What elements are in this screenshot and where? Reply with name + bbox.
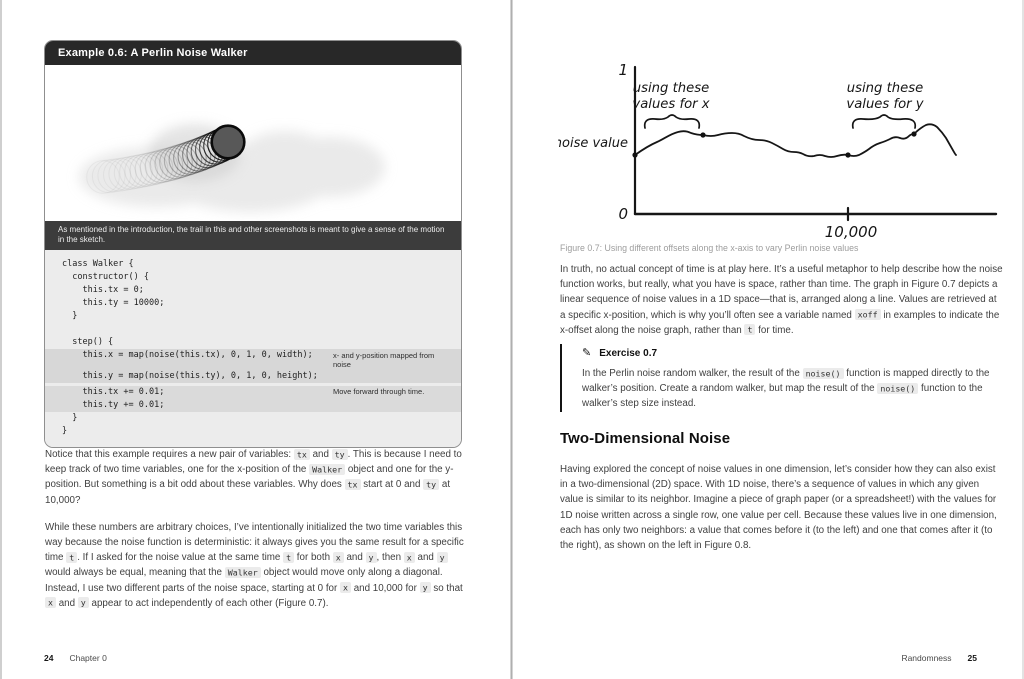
code-text [45, 323, 333, 336]
walker-trail-illustration [45, 65, 461, 221]
inline-code: x [333, 552, 344, 563]
code-text: constructor() { [62, 272, 149, 282]
left-page-footer [44, 653, 107, 663]
walker-head-circle [212, 126, 245, 159]
code-annotation [333, 258, 461, 271]
code-text: this.x = map(noise(this.tx), 0, 1, 0, width); [62, 350, 313, 360]
exercise-title: Exercise 0.7 [599, 348, 658, 359]
code-line [45, 370, 461, 383]
brace-x-label-line1: using these [632, 81, 710, 96]
inline-code: tx [345, 479, 361, 490]
inline-code: x [340, 582, 351, 593]
code-annotation [333, 399, 461, 412]
brace-y-range [853, 115, 916, 128]
code-block [45, 250, 461, 447]
inline-code: ty [332, 449, 348, 460]
inline-code: y [437, 552, 448, 563]
section-heading: Two-Dimensional Noise [560, 430, 731, 447]
code-text: } [62, 425, 68, 436]
exercise-block [560, 344, 1002, 412]
inline-code: x [404, 552, 415, 563]
y-origin-label: 0 [618, 205, 628, 223]
chapter-label: Chapter 0 [69, 653, 107, 663]
paragraph: In truth, no actual concept of time is at play here. It’s a useful metaphor to help describe how the noise function works, but really, what you have is space, rather than time. The graph in Figure 0.7 depicts a linear sequence of noise values in a 1D space—that is, arranged along a line. Values are retrieved at a specific x-position, which is why you’ll often see a variable named xoff in examples to indicate the x-offset along the noise graph, rather than t for time. [560, 264, 1003, 336]
code-line [45, 412, 461, 425]
code-annotation: Move forward through time. [333, 387, 425, 396]
inline-code: Walker [225, 567, 261, 578]
code-annotation [333, 370, 461, 383]
figure-0-7 [558, 54, 1006, 246]
paragraph: Notice that this example requires a new pair of variables: tx and ty . This is because I need to keep track of two time variables, one for the x-position of the Walker object and one for the y-position. But something is a bit odd about these variables. Why does tx start at 0 and ty at 10,000? [45, 449, 462, 506]
code-text: this.tx = 0; [62, 285, 144, 295]
brace-x-range [645, 115, 700, 128]
brace-x-label-line2: values for x [632, 97, 710, 112]
inline-code: noise() [877, 383, 918, 394]
code-annotation [333, 310, 461, 323]
code-annotation [333, 336, 461, 349]
code-text: class Walker { [62, 259, 134, 269]
inline-code: t [744, 324, 755, 335]
code-annotation [333, 271, 461, 284]
page-number: 24 [44, 653, 54, 663]
code-line [45, 349, 461, 370]
code-text: this.ty += 0.01; [62, 399, 165, 410]
code-text: this.tx += 0.01; [62, 386, 165, 397]
exercise-header [582, 346, 1002, 359]
left-page-body [45, 447, 465, 623]
code-line [45, 258, 461, 271]
page-number: 25 [967, 653, 977, 663]
code-line [45, 323, 461, 336]
code-annotation [333, 323, 461, 336]
chapter-label: Randomness [901, 653, 952, 663]
y-max-label: 1 [618, 61, 628, 79]
code-line [45, 271, 461, 284]
right-page [512, 0, 1024, 679]
example-title: Example 0.6: A Perlin Noise Walker [45, 41, 461, 65]
code-line [45, 425, 461, 438]
noise-graph-figure [558, 54, 1006, 246]
code-annotation [333, 297, 461, 310]
example-caption: As mentioned in the introduction, the trail in this and other screenshots is meant to give a sense of the motion in the sketch. [45, 221, 461, 250]
brace-y-label-line2: values for y [846, 97, 924, 112]
inline-code: tx [294, 449, 310, 460]
inline-code: y [366, 552, 377, 563]
code-line [45, 284, 461, 297]
inline-code: x [45, 597, 56, 608]
code-text: } [62, 412, 78, 423]
x-tick-label: 10,000 [824, 223, 878, 241]
noise-curve [635, 124, 956, 157]
code-annotation: x- and y-position mapped from noise [333, 350, 435, 369]
right-page-footer [560, 653, 977, 663]
code-annotation [333, 425, 461, 438]
code-line [45, 336, 461, 349]
inline-code: Walker [309, 464, 345, 475]
code-annotation [333, 412, 461, 425]
inline-code: y [78, 597, 89, 608]
code-line [45, 297, 461, 310]
inline-code: t [66, 552, 77, 563]
brace-y-label-line1: using these [846, 81, 924, 96]
example-box [44, 40, 462, 448]
inline-code: t [283, 552, 294, 563]
inline-code: xoff [855, 309, 881, 320]
inline-code: noise() [803, 368, 844, 379]
paragraph: While these numbers are arbitrary choices, I’ve intentionally initialized the two time variables this way because the noise function is deterministic: it always gives you the same result for a specific time t . If I asked for the noise value at the same time t for both x and y , then x and y would always be equal, meaning that the Walker object would move only along a diagonal. Instead, I use two different parts of the noise space, starting at 0 for x and 10,000 for y so that x and y appear to act independently of each other (Figure 0.7). [45, 521, 464, 609]
inline-code: y [420, 582, 431, 593]
code-annotation [333, 284, 461, 297]
code-text: this.ty = 10000; [62, 298, 165, 308]
code-line [45, 399, 461, 412]
code-text: this.y = map(noise(this.ty), 0, 1, 0, height); [62, 370, 318, 381]
code-text: step() { [62, 337, 114, 347]
exercise-body: In the Perlin noise random walker, the result of the noise() function is mapped directly to the walker’s position. Create a random walker, but map the result of the noise() function to the walker’s step size instead. [582, 368, 990, 410]
code-line [45, 383, 461, 399]
paragraph: Having explored the concept of noise values in one dimension, let’s consider how they can also exist in a two-dimensional (2D) space. With 1D noise, there’s a sequence of values in which any given value is similar to its neighbor. Imagine a piece of graph paper (or a spreadsheet!) with the values for 1D noise written across a single row, one value per cell. Because these values live in one dimension, each has only two neighbors: a value that comes before it (to the left) and one that comes after it (to the right), as shown on the left in Figure 0.8. [560, 464, 997, 552]
inline-code: ty [423, 479, 439, 490]
code-line [45, 310, 461, 323]
sketch-canvas [45, 65, 461, 221]
code-text: } [62, 311, 78, 321]
pencil-icon: ✎ [582, 347, 592, 359]
y-axis-title: noise value [558, 136, 628, 151]
figure-caption: Figure 0.7: Using different offsets along the x-axis to vary Perlin noise values [560, 243, 859, 253]
